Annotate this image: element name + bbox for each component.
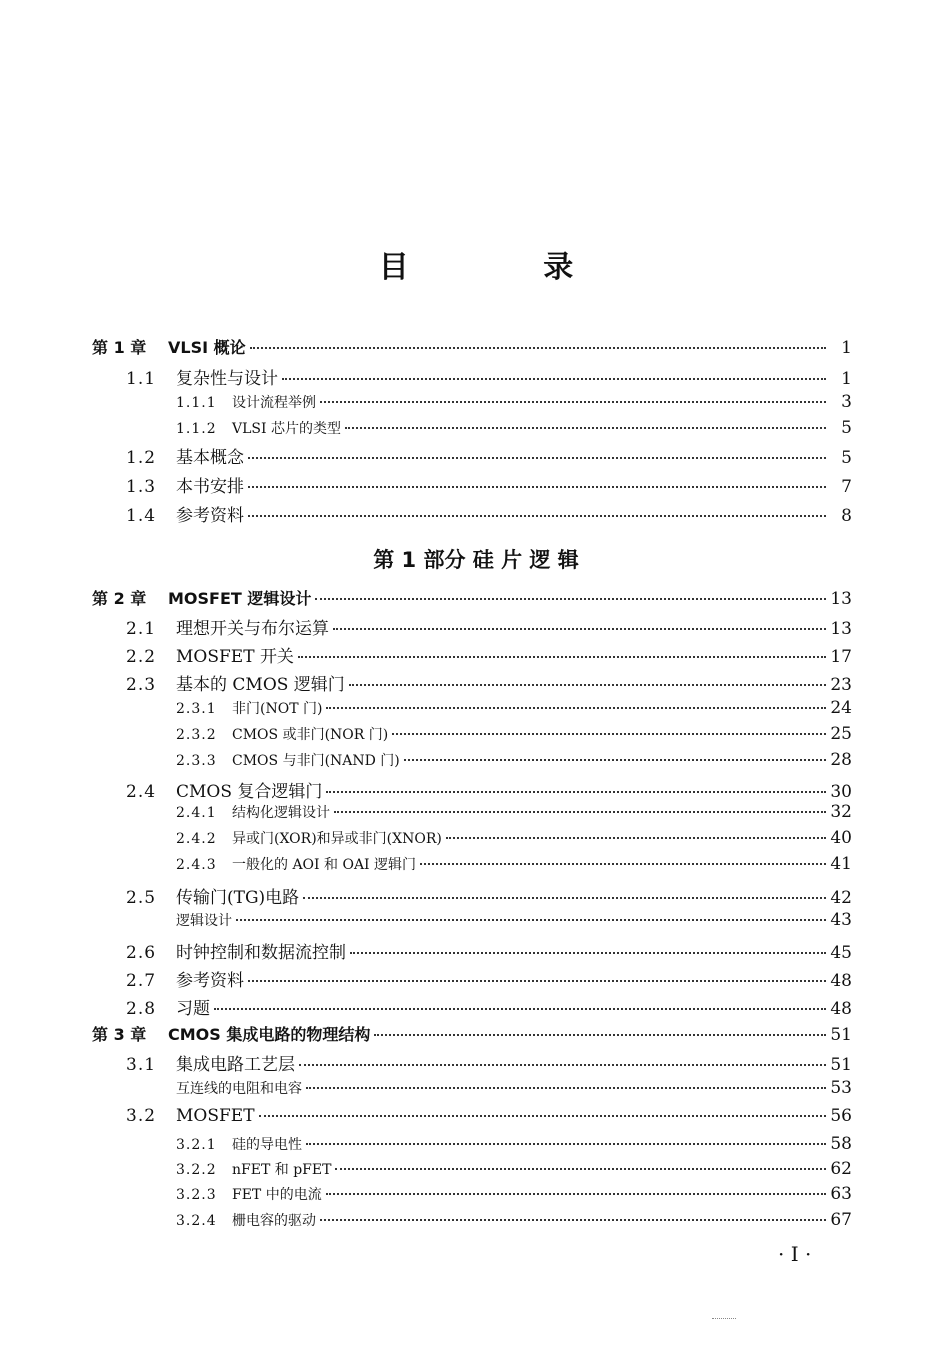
toc-entry-title: 集成电路工艺层 <box>176 1055 295 1075</box>
toc-entry-page: 5 <box>841 448 852 468</box>
toc-entry-title: 硅的导电性 <box>232 1137 302 1153</box>
dot-leader <box>320 401 826 403</box>
dot-leader <box>248 486 826 488</box>
toc-entry-title: 参考资料 <box>176 971 244 991</box>
dot-leader <box>349 684 826 686</box>
toc-entry <box>126 938 852 963</box>
dot-leader <box>446 837 826 839</box>
toc-entry <box>126 501 852 526</box>
toc-entry-title: CMOS 与非门(NAND 门) <box>232 753 400 769</box>
toc-entry <box>126 994 852 1019</box>
toc-entry-page: 1 <box>841 338 852 358</box>
toc-entry-title: 时钟控制和数据流控制 <box>176 943 346 963</box>
toc-entry-title: VLSI 概论 <box>168 338 246 357</box>
toc-entry-title: CMOS 复合逻辑门 <box>176 782 323 802</box>
toc-entry-page: 1 <box>841 369 852 389</box>
toc-entry-page: 25 <box>830 724 852 744</box>
toc-entry <box>176 802 852 822</box>
toc-entry-number: 2.5 <box>126 888 157 908</box>
toc-entry-page: 30 <box>830 782 852 802</box>
toc-entry <box>176 1134 852 1154</box>
toc-entry-title: CMOS 或非门(NOR 门) <box>232 727 389 743</box>
toc-entry-page: 62 <box>830 1159 852 1179</box>
toc-entry-number: 1.3 <box>126 477 157 497</box>
toc-entry-page: 51 <box>830 1055 852 1075</box>
dot-leader <box>326 791 826 793</box>
toc-entry <box>176 854 852 874</box>
toc-entry-page: 40 <box>830 828 852 848</box>
toc-entry-number: 2.7 <box>126 971 157 991</box>
toc-entry-title: MOSFET 逻辑设计 <box>168 589 312 608</box>
toc-entry <box>92 586 852 609</box>
toc-entry-number: 3.2.3 <box>176 1187 217 1203</box>
dot-leader <box>326 707 826 709</box>
toc-entry-title: MOSFET <box>176 1106 255 1126</box>
dot-leader <box>315 598 826 600</box>
toc-entry-number: 2.4.1 <box>176 805 217 821</box>
toc-entry-number: 第 3 章 <box>92 1025 147 1044</box>
toc-entry-page: 24 <box>830 698 852 718</box>
toc-entry <box>126 883 852 908</box>
page-number: · I · <box>778 1242 812 1266</box>
toc-entry-page: 67 <box>830 1210 852 1230</box>
toc-entry-title: 参考资料 <box>176 506 244 526</box>
toc-entry-title: MOSFET 开关 <box>176 647 294 667</box>
dot-leader <box>248 457 826 459</box>
toc-entry-number: 2.3.2 <box>176 727 217 743</box>
toc-entry <box>176 910 852 930</box>
toc-entry <box>176 698 852 718</box>
toc-entry <box>176 1078 852 1098</box>
toc-entry-title: 结构化逻辑设计 <box>232 805 330 821</box>
toc-entry <box>176 1210 852 1230</box>
dot-leader <box>248 980 826 982</box>
dot-leader <box>392 733 826 735</box>
toc-entry <box>126 966 852 991</box>
dot-leader <box>306 1143 826 1145</box>
toc-entry-page: 13 <box>830 589 852 609</box>
dot-leader <box>299 1064 826 1066</box>
toc-entry-title: 复杂性与设计 <box>176 369 278 389</box>
toc-entry <box>92 1022 852 1045</box>
dot-leader <box>298 656 826 658</box>
dot-leader <box>320 1219 826 1221</box>
toc-entry-page: 45 <box>830 943 852 963</box>
toc-entry-title: 异或门(XOR)和异或非门(XNOR) <box>232 831 442 847</box>
toc-entry-number: 1.2 <box>126 448 157 468</box>
dot-leader <box>282 378 826 380</box>
dot-leader <box>404 759 826 761</box>
toc-entry-number: 3.2.1 <box>176 1137 217 1153</box>
toc-entry-number: 2.1 <box>126 619 157 639</box>
toc-entry <box>176 828 852 848</box>
toc-entry-page: 3 <box>841 392 852 412</box>
toc-entry <box>126 777 852 802</box>
toc-entry-page: 43 <box>830 910 852 930</box>
toc-entry-number: 2.8 <box>126 999 157 1019</box>
dot-leader <box>214 1008 826 1010</box>
toc-entry-page: 8 <box>841 506 852 526</box>
toc-entry <box>176 1184 852 1204</box>
toc-entry-number: 2.3 <box>126 675 157 695</box>
toc-entry-number: 3.1 <box>126 1055 157 1075</box>
toc-entry <box>92 335 852 358</box>
toc-entry-number: 2.2 <box>126 647 157 667</box>
toc-entry-title: 本书安排 <box>176 477 244 497</box>
toc-entry-title: CMOS 集成电路的物理结构 <box>168 1025 371 1044</box>
toc-entry-page: 51 <box>830 1025 852 1045</box>
toc-entry-number: 3.2.2 <box>176 1162 217 1178</box>
toc-entry <box>126 1106 852 1126</box>
dot-leader <box>420 863 826 865</box>
toc-entry-title: 基本概念 <box>176 448 244 468</box>
toc-entry-number: 2.4.2 <box>176 831 217 847</box>
toc-entry-title: 基本的 CMOS 逻辑门 <box>176 675 345 695</box>
dot-leader <box>303 897 826 899</box>
toc-entry <box>176 750 852 770</box>
toc-entry-title: 理想开关与布尔运算 <box>176 619 329 639</box>
toc-entry-number: 第 2 章 <box>92 589 147 608</box>
toc-entry-page: 42 <box>830 888 852 908</box>
toc-entry <box>126 614 852 639</box>
toc-entry-page: 32 <box>830 802 852 822</box>
dot-leader <box>248 515 826 517</box>
dot-leader <box>259 1115 826 1117</box>
toc-entry-title: VLSI 芯片的类型 <box>232 421 341 437</box>
toc-entry <box>126 670 852 695</box>
toc-entry-page: 7 <box>841 477 852 497</box>
toc-entry <box>176 418 852 438</box>
part-heading: 第 1 部分 硅 片 逻 辑 <box>373 548 579 572</box>
toc-entry-title: 设计流程举例 <box>232 395 316 411</box>
toc-entry-title: FET 中的电流 <box>232 1187 322 1203</box>
toc-entry-number: 1.1.1 <box>176 395 217 411</box>
dot-leader <box>374 1034 826 1036</box>
toc-entry-page: 28 <box>830 750 852 770</box>
dot-leader <box>306 1087 826 1089</box>
toc-entry-title: 习题 <box>176 999 210 1019</box>
toc-entry-title: nFET 和 pFET <box>232 1162 332 1178</box>
toc-entry-number: 2.4.3 <box>176 857 217 873</box>
footer-mark <box>712 1318 736 1319</box>
toc-entry <box>126 472 852 497</box>
toc-entry <box>176 392 852 412</box>
dot-leader <box>236 919 826 921</box>
dot-leader <box>335 1168 826 1170</box>
toc-entry-number: 1.1 <box>126 369 157 389</box>
toc-entry-page: 41 <box>830 854 852 874</box>
toc-entry-number: 第 1 章 <box>92 338 147 357</box>
toc-entry-number: 2.4 <box>126 782 157 802</box>
toc-entry <box>126 1050 852 1075</box>
toc-entry-page: 63 <box>830 1184 852 1204</box>
toc-entry-number: 2.3.1 <box>176 701 217 717</box>
dot-leader <box>350 952 826 954</box>
toc-entry-number: 1.4 <box>126 506 157 526</box>
toc-entry-page: 53 <box>830 1078 852 1098</box>
page-title: 目 录 <box>378 250 636 285</box>
dot-leader <box>326 1193 826 1195</box>
toc-entry-title: 互连线的电阻和电容 <box>176 1081 302 1097</box>
toc-entry <box>126 642 852 667</box>
dot-leader <box>334 811 826 813</box>
toc-entry-number: 3.2 <box>126 1106 157 1126</box>
toc-entry-number: 2.3.3 <box>176 753 217 769</box>
dot-leader <box>250 347 826 349</box>
toc-entry-title: 栅电容的驱动 <box>232 1213 316 1229</box>
toc-entry-page: 56 <box>830 1106 852 1126</box>
toc-entry-page: 48 <box>830 999 852 1019</box>
toc-entry-number: 1.1.2 <box>176 421 217 437</box>
toc-entry-title: 非门(NOT 门) <box>232 701 323 717</box>
toc-entry-number: 2.6 <box>126 943 157 963</box>
toc-entry-page: 48 <box>830 971 852 991</box>
toc-entry <box>176 1159 852 1179</box>
toc-entry-page: 13 <box>830 619 852 639</box>
toc-entry-page: 58 <box>830 1134 852 1154</box>
toc-entry <box>126 443 852 468</box>
toc-entry-title: 一般化的 AOI 和 OAI 逻辑门 <box>232 857 417 873</box>
dot-leader <box>333 628 826 630</box>
toc-entry <box>126 364 852 389</box>
dot-leader <box>345 427 826 429</box>
toc-entry-page: 17 <box>830 647 852 667</box>
toc-entry-title: 传输门(TG)电路 <box>176 888 300 908</box>
toc-entry-page: 23 <box>830 675 852 695</box>
toc-entry-number: 3.2.4 <box>176 1213 217 1229</box>
toc-entry <box>176 724 852 744</box>
toc-entry-page: 5 <box>841 418 852 438</box>
toc-entry-title: 逻辑设计 <box>176 913 232 929</box>
